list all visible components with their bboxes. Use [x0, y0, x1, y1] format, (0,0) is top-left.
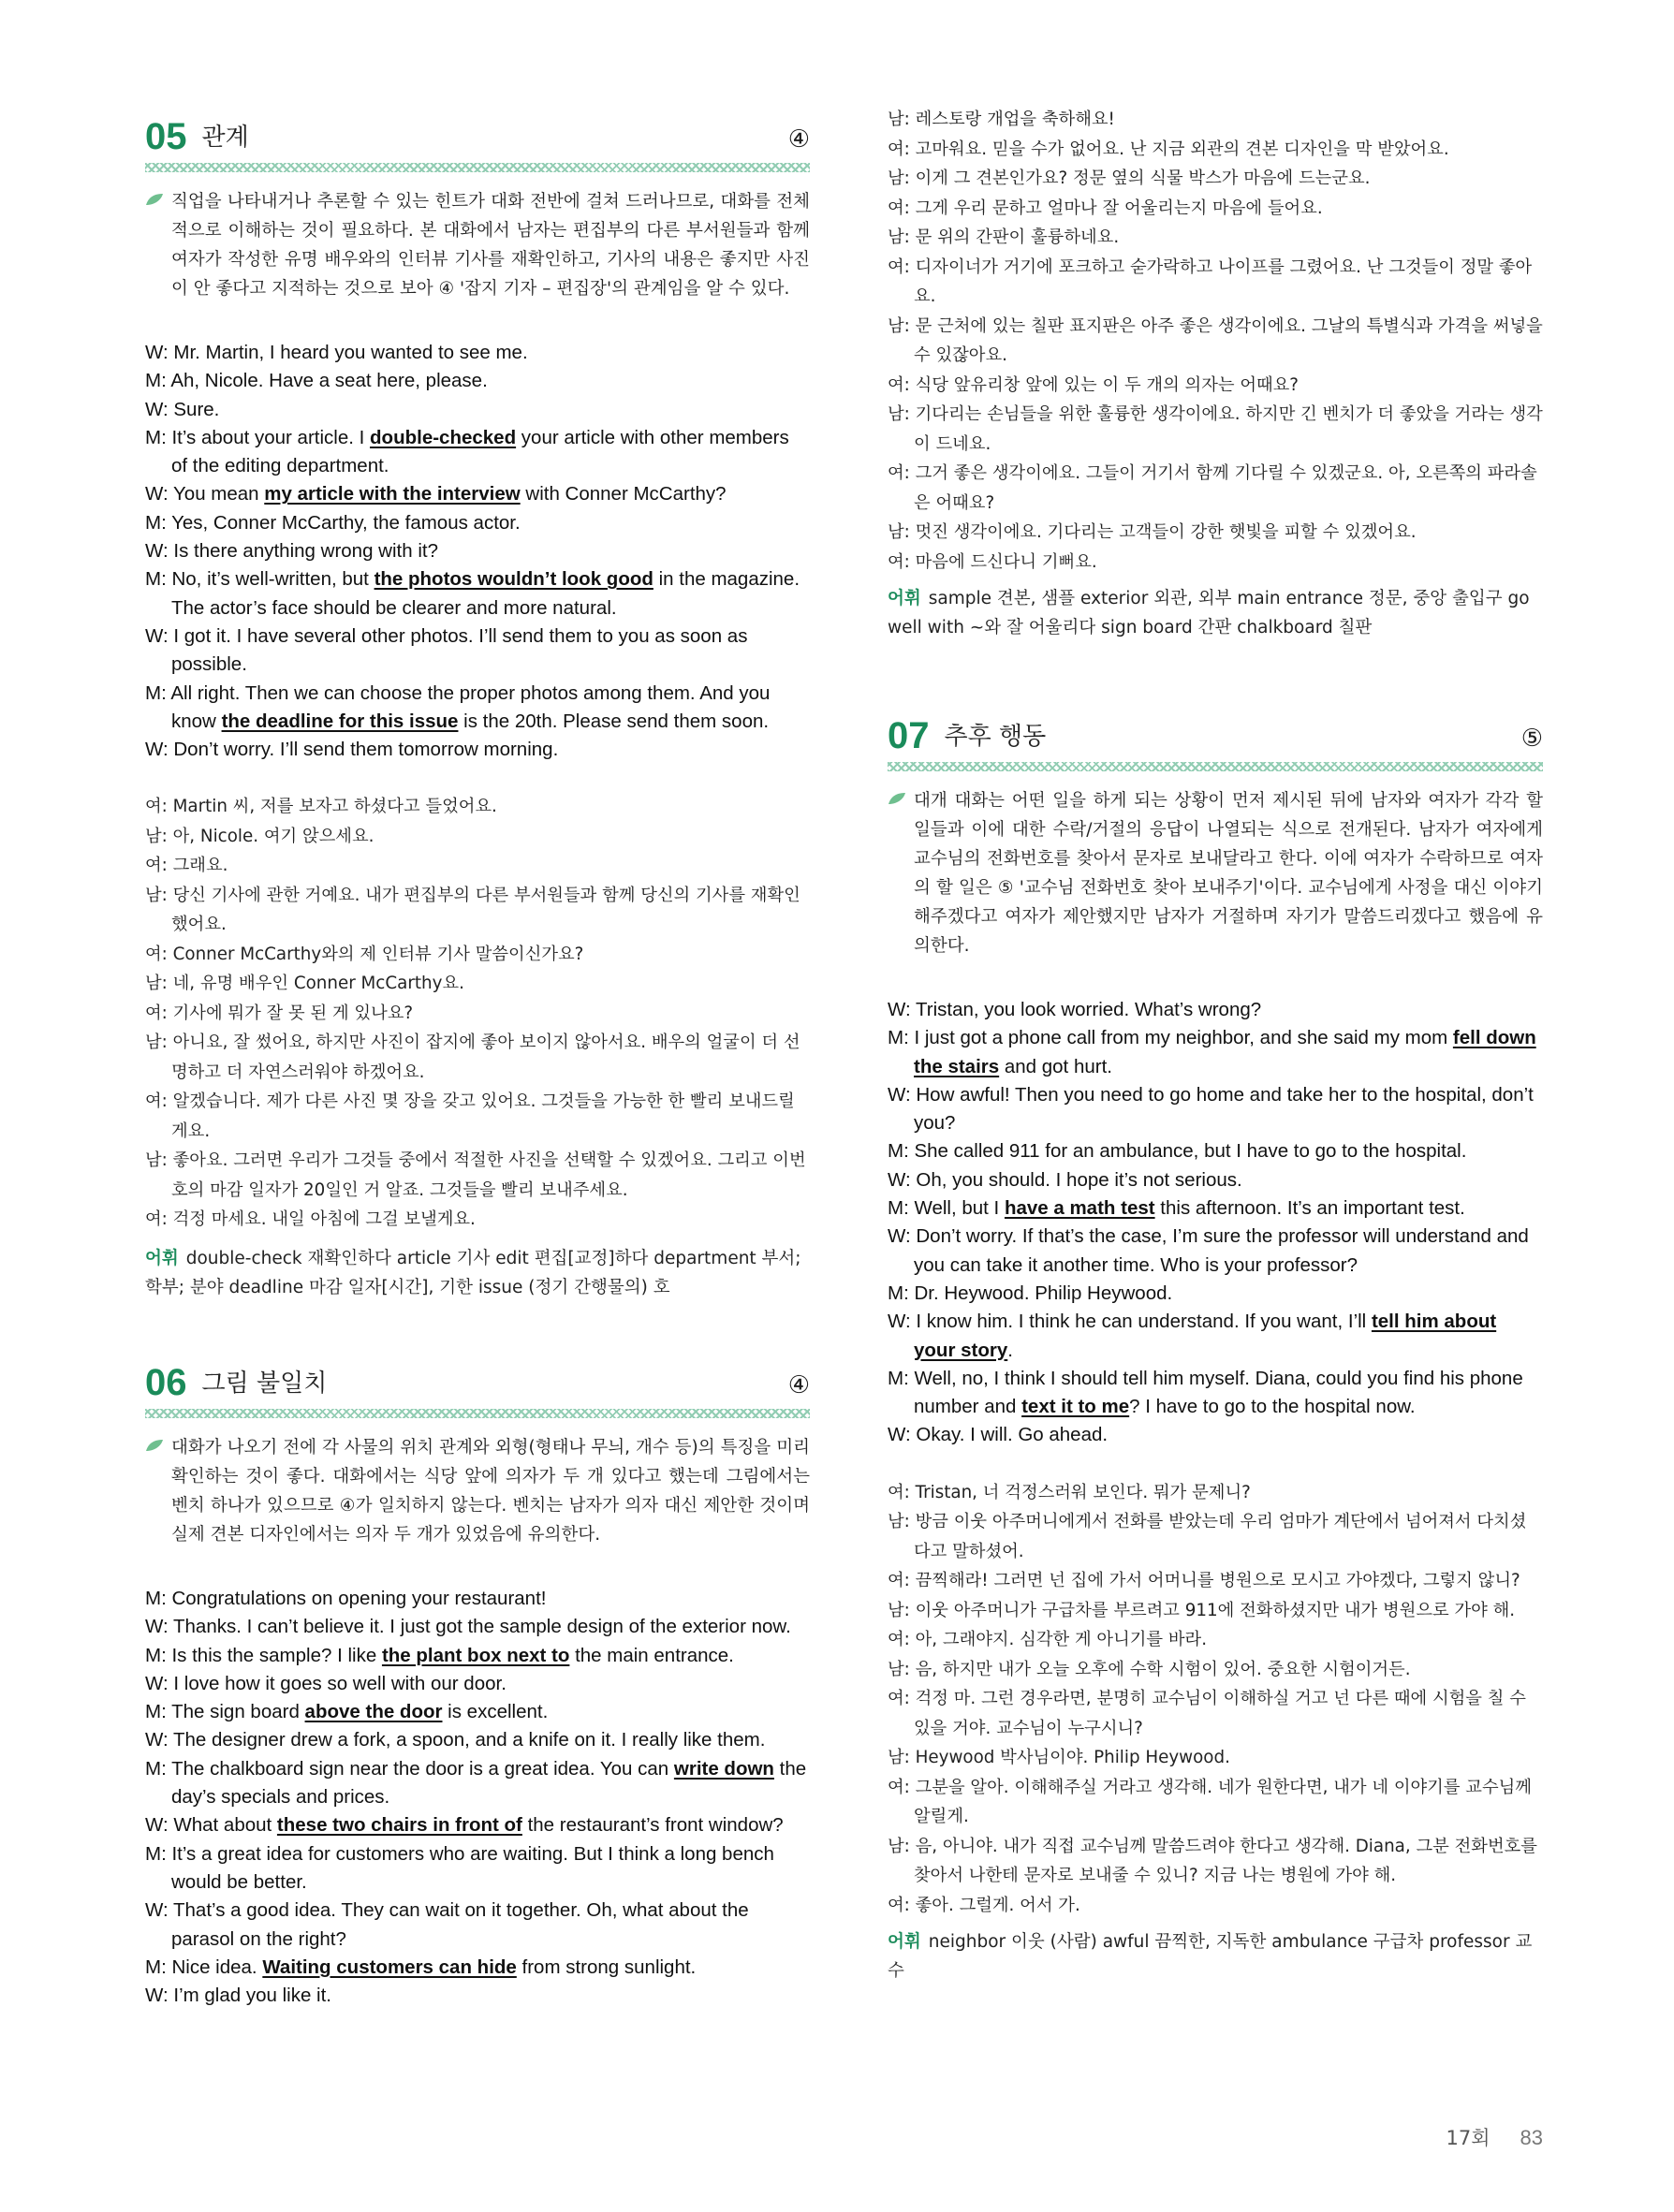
dialog-text: W: How awful! Then you need to go home and take her to the hospital, don’t you? — [888, 1083, 1534, 1135]
dialog-text: W: Don’t worry. If that’s the case, I’m sure the professor will understand and you can take it another time. Who is your professor? — [888, 1225, 1529, 1276]
dialog-line — [145, 367, 810, 395]
dialog-line — [888, 1421, 1543, 1449]
translation-line: 남: 레스토랑 개업을 축하해요! — [888, 110, 1115, 129]
dialog-line — [145, 396, 810, 424]
dialog-text: from strong sunlight. — [516, 1956, 697, 1978]
dialog-line — [145, 480, 810, 508]
dialog-line — [888, 1137, 1543, 1165]
vocab-label: 어휘 — [888, 1932, 921, 1953]
section-number: 05 — [145, 116, 187, 157]
translation-line: 여: 걱정 마세요. 내일 아침에 그걸 보낼게요. — [145, 1209, 476, 1230]
answer-mark: ④ — [787, 1370, 810, 1399]
translation-line: 여: 좋아. 그럴게. 어서 가. — [888, 1895, 1080, 1915]
dialog-text: ? I have to go to the hospital now. — [1129, 1396, 1416, 1418]
dialog-text: M: Well, but I — [888, 1197, 1005, 1220]
key-phrase: these two chairs in front of — [276, 1814, 522, 1837]
vocab-text: sample 견본, 샘플 exterior 외관, 외부 main entrance 정문, 중앙 출입구 go well with ~와 잘 어울리다 sign board 간판 chalkboard 칠판 — [888, 589, 1530, 637]
leaf-icon — [888, 792, 906, 805]
key-phrase: have a math test — [1004, 1197, 1155, 1220]
translation-line: 여: 알겠습니다. 제가 다른 사진 몇 장을 갖고 있어요. 그것들을 가능한 한 빨리 보내드릴게요. — [145, 1091, 795, 1141]
section-06-vocab — [888, 584, 1543, 642]
dialog-text: W: Sure. — [145, 398, 220, 420]
wavy-divider — [145, 1409, 810, 1418]
translation-line: 남: Heywood 박사님이야. Philip Heywood. — [888, 1748, 1230, 1768]
dialog-text: and got hurt. — [999, 1055, 1112, 1077]
translation-line: 남: 기다리는 손님들을 위한 훌륭한 생각이에요. 하지만 긴 벤치가 더 좋았을 거라는 생각이 드네요. — [888, 404, 1543, 454]
dialog-text: this afternoon. It’s an important test. — [1154, 1197, 1465, 1220]
dialog-text: is excellent. — [442, 1701, 549, 1723]
key-phrase: text it to me — [1021, 1396, 1130, 1418]
leaf-icon — [145, 193, 164, 206]
dialog-text: . — [1007, 1339, 1013, 1361]
key-phrase: my article with the interview — [264, 483, 521, 505]
explanation-text: 대개 대화는 어떤 일을 하게 되는 상황이 먼저 제시된 뒤에 남자와 여자가 각각 할 일들과 이에 대한 수락/거절의 응답이 나열되는 식으로 전개된다. 남자가 여자에게 교수님의 전화번호를 찾아서 문자로 보내달라고 한다. 이에 여자가 수락하므로 여자의 할 일은 ⑤ '교수님 전화번호 찾아 보내주기'이다. 교수님에게 사정을 대신 이야기해주겠다고 여자가 제안했지만 남자가 거절하며 자기가 말씀드리겠다고 했음에 유의한다. — [914, 791, 1543, 956]
dialog-line — [145, 736, 810, 764]
key-phrase: above the door — [304, 1701, 443, 1723]
section-title: 관계 — [201, 124, 249, 152]
dialog-line — [888, 1166, 1543, 1194]
translation-line: 여: 그분을 알아. 이해해주실 거라고 생각해. 네가 원한다면, 내가 네 이야기를 교수님께 알릴게. — [888, 1777, 1532, 1827]
dialog-text: W: Okay. I will. Go ahead. — [888, 1424, 1109, 1446]
right-column-bottom — [888, 702, 1543, 1985]
dialog-text: W: Oh, you should. I hope it’s not serious. — [888, 1168, 1242, 1191]
dialog-text: the main entrance. — [569, 1644, 734, 1666]
vocab-label: 어휘 — [145, 1248, 179, 1268]
wavy-divider — [145, 163, 810, 172]
dialog-text: the day’s specials and prices. — [171, 1757, 807, 1809]
explanation-text: 대화가 나오기 전에 각 사물의 위치 관계와 외형(형태나 무늬, 개수 등)의 특징을 미리 확인하는 것이 좋다. 대화에서는 식당 앞에 의자가 두 개 있다고 했는데 그림에서는 벤치 하나가 있으므로 ④가 일치하지 않는다. 벤치는 남자가 의자 대신 제안한 것이며 실제 견본 디자인에서는 의자 두 개가 있었음에 유의한다. — [171, 1437, 810, 1545]
dialog-line — [145, 1982, 810, 2010]
dialog-text: M: Nice idea. — [145, 1956, 263, 1978]
dialog-text: M: No, it’s well-written, but — [145, 568, 374, 591]
translation-line: 남: 방금 이웃 아주머니에게서 전화를 받았는데 우리 엄마가 계단에서 넘어져서 다치셨다고 말하셨어. — [888, 1512, 1527, 1561]
section-number: 07 — [888, 715, 930, 756]
section-07-vocab — [888, 1927, 1543, 1985]
key-phrase: tell him about your story — [914, 1311, 1497, 1361]
section-title: 추후 행동 — [944, 723, 1047, 751]
key-phrase: the plant box next to — [381, 1644, 570, 1666]
translation-line: 남: 문 위의 간판이 훌륭하네요. — [888, 227, 1120, 247]
section-06-header — [145, 1349, 810, 1401]
dialog-line — [145, 1726, 810, 1754]
dialog-line — [145, 1954, 810, 1982]
explanation-text: 직업을 나타내거나 추론할 수 있는 힌트가 대화 전반에 걸쳐 드러나므로, 대화를 전체적으로 이해하는 것이 필요하다. 본 대화에서 남자는 편집부의 다른 부서원들과 함께 여자가 작성한 유명 배우와의 인터뷰 기사를 재확인하고, 기사의 내용은 좋지만 사진이 안 좋다고 지적하는 것으로 보아 ④ '잡지 기자 – 편집장'의 관계임을 알 수 있다. — [171, 192, 810, 299]
key-phrase: fell down the stairs — [914, 1027, 1536, 1077]
dialog-line — [145, 339, 810, 367]
key-phrase: Waiting customers can hide — [262, 1956, 517, 1978]
section-05-header — [145, 103, 810, 155]
answer-mark: ④ — [787, 125, 810, 154]
dialog-text: M: It’s about your article. I — [145, 426, 371, 448]
leaf-icon — [145, 1439, 164, 1452]
section-06-explanation — [145, 1433, 810, 1549]
dialog-text: M: The chalkboard sign near the door is a great idea. You can — [145, 1757, 674, 1780]
key-phrase: write down — [673, 1757, 774, 1780]
wavy-divider — [888, 762, 1543, 771]
dialog-line — [145, 1840, 810, 1897]
key-phrase: the deadline for this issue — [221, 710, 459, 732]
translation-line: 여: 디자이너가 거기에 포크하고 숟가락하고 나이프를 그렸어요. 난 그것들이 정말 좋아요. — [888, 256, 1533, 306]
right-column-top — [888, 105, 1543, 642]
dialog-text: W: Tristan, you look worried. What’s wrong? — [888, 999, 1262, 1020]
dialog-line — [145, 509, 810, 537]
vocab-text: double-check 재확인하다 article 기사 edit 편집[교정]하다 department 부서; 학부; 분야 deadline 마감 일자[시간], 기한 issue (정기 간행물의) 호 — [145, 1248, 801, 1297]
translation-line: 여: Conner McCarthy와의 제 인터뷰 기사 말씀이신가요? — [145, 944, 584, 964]
key-phrase: the photos wouldn’t look good — [374, 568, 653, 591]
dialog-text: W: You mean — [145, 483, 265, 505]
translation-line: 여: 그거 좋은 생각이에요. 그들이 거기서 함께 기다릴 수 있겠군요. 아, 오른쪽의 파라솔은 어때요? — [888, 463, 1537, 513]
dialog-text: M: Congratulations on opening your restaurant! — [145, 1587, 547, 1609]
translation-line: 여: 아, 그래야지. 심각한 게 아니기를 바라. — [888, 1630, 1208, 1650]
dialog-text: W: I love how it goes so well with our door. — [145, 1672, 507, 1694]
dialog-text: W: I got it. I have several other photos. I’ll send them to you as soon as possible. — [145, 624, 748, 676]
section-07-dialog-en — [888, 996, 1543, 1450]
dialog-text: M: All right. Then we can choose the proper photos among them. And you know — [145, 681, 771, 732]
translation-line: 여: 그래요. — [145, 856, 228, 876]
translation-line: 여: 걱정 마. 그런 경우라면, 분명히 교수님이 이해하실 거고 넌 다른 때에 시험을 칠 수 있을 거야. 교수님이 누구시니? — [888, 1689, 1526, 1738]
dialog-text: W: Is there anything wrong with it? — [145, 540, 438, 563]
dialog-line — [888, 1024, 1543, 1081]
dialog-line — [145, 1585, 810, 1613]
dialog-text: W: The designer drew a fork, a spoon, and a knife on it. I really like them. — [145, 1729, 766, 1751]
dialog-line — [145, 1670, 810, 1698]
translation-line: 남: 좋아요. 그러면 우리가 그것들 중에서 적절한 사진을 선택할 수 있겠어요. 그리고 이번 호의 마감 일자가 20일인 거 알죠. 그것들을 빨리 보내주세요. — [145, 1150, 806, 1200]
translation-line: 남: 이웃 아주머니가 구급차를 부르려고 911에 전화하셨지만 내가 병원으로 가야 해. — [888, 1600, 1516, 1620]
translation-line: 남: 문 근처에 있는 칠판 표지판은 아주 좋은 생각이에요. 그날의 특별식과 가격을 써넣을 수 있잖아요. — [888, 315, 1543, 365]
translation-line: 여: Tristan, 너 걱정스러워 보인다. 뭐가 문제니? — [888, 1482, 1251, 1502]
section-05-explanation — [145, 187, 810, 303]
dialog-text: M: I just got a phone call from my neighbor, and she said my mom — [888, 1027, 1453, 1049]
vocab-text: neighbor 이웃 (사람) awful 끔찍한, 지독한 ambulance 구급차 professor 교수 — [888, 1932, 1533, 1982]
translation-line: 여: 기사에 뭐가 잘 못 된 게 있나요? — [145, 1003, 414, 1023]
section-title: 그림 불일치 — [201, 1369, 328, 1398]
dialog-line — [145, 1897, 810, 1954]
dialog-text: M: Dr. Heywood. Philip Heywood. — [888, 1282, 1173, 1304]
dialog-text: W: I know him. I think he can understand. If you want, I’ll — [888, 1311, 1372, 1333]
dialog-text: M: The sign board — [145, 1701, 305, 1723]
translation-line: 여: 끔찍해라! 그러면 넌 집에 가서 어머니를 병원으로 모시고 가야겠다, 그렇지 않니? — [888, 1571, 1520, 1591]
session-label: 17회 — [1446, 2127, 1490, 2149]
dialog-line — [888, 1081, 1543, 1138]
dialog-text: with Conner McCarthy? — [520, 483, 727, 505]
dialog-text: the restaurant’s front window? — [521, 1814, 784, 1837]
dialog-line — [145, 1811, 810, 1839]
dialog-text: W: That’s a good idea. They can wait on it together. Oh, what about the parasol on the right? — [145, 1899, 749, 1950]
dialog-text: M: She called 911 for an ambulance, but I have to go to the hospital. — [888, 1140, 1467, 1163]
section-07-dialog-kr — [888, 1478, 1543, 1921]
dialog-text: is the 20th. Please send them soon. — [458, 710, 770, 732]
section-05-dialog-en — [145, 339, 810, 764]
dialog-text: M: Well, no, I think I should tell him myself. Diana, could you find his phone number and — [888, 1367, 1523, 1418]
dialog-line — [888, 1194, 1543, 1223]
dialog-line — [145, 1642, 810, 1670]
dialog-text: M: Yes, Conner McCarthy, the famous actor. — [145, 511, 521, 534]
translation-line: 남: 네, 유명 배우인 Conner McCarthy요. — [145, 974, 464, 994]
translation-line: 남: 음, 아니야. 내가 직접 교수님께 말씀드려야 한다고 생각해. Diana, 그분 전화번호를 찾아서 나한테 문자로 보내줄 수 있니? 지금 나는 병원에 가야 해. — [888, 1836, 1537, 1886]
section-06-dialog-en — [145, 1585, 810, 2010]
translation-line: 남: 이게 그 견본인가요? 정문 옆의 식물 박스가 마음에 드는군요. — [888, 168, 1371, 188]
dialog-text: M: Is this the sample? I like — [145, 1644, 382, 1666]
dialog-line — [145, 680, 810, 737]
dialog-text: your article with other members of the editing department. — [171, 426, 789, 477]
translation-line: 남: 당신 기사에 관한 거예요. 내가 편집부의 다른 부서원들과 함께 당신의 기사를 재확인했어요. — [145, 885, 800, 935]
dialog-line — [145, 1698, 810, 1726]
dialog-line — [888, 1280, 1543, 1308]
dialog-line — [145, 623, 810, 680]
dialog-text: M: It’s a great idea for customers who are waiting. But I think a long bench would be better. — [145, 1842, 774, 1893]
translation-line: 여: Martin 씨, 저를 보자고 하셨다고 들었어요. — [145, 797, 497, 817]
dialog-text: M: Ah, Nicole. Have a seat here, please. — [145, 370, 488, 392]
dialog-line — [888, 996, 1543, 1024]
page-number: 83 — [1520, 2126, 1543, 2149]
dialog-line — [888, 1308, 1543, 1365]
dialog-text: W: What about — [145, 1814, 277, 1837]
translation-line: 여: 고마워요. 믿을 수가 없어요. 난 지금 외관의 견본 디자인을 막 받았어요. — [888, 139, 1449, 159]
dialog-line — [145, 537, 810, 565]
dialog-text: W: Don’t worry. I’ll send them tomorrow morning. — [145, 739, 559, 761]
dialog-line — [888, 1223, 1543, 1280]
vocab-label: 어휘 — [888, 589, 921, 608]
translation-line: 남: 음, 하지만 내가 오늘 오후에 수학 시험이 있어. 중요한 시험이거든. — [888, 1659, 1411, 1679]
section-07-header — [888, 702, 1543, 754]
translation-line: 남: 아니요, 잘 썼어요, 하지만 사진이 잡지에 좋아 보이지 않아서요. 배우의 얼굴이 더 선명하고 더 자연스러워야 하겠어요. — [145, 1033, 800, 1082]
section-number: 06 — [145, 1361, 187, 1403]
answer-mark: ⑤ — [1520, 725, 1543, 753]
page-footer — [1446, 2123, 1544, 2151]
section-07-explanation — [888, 786, 1543, 960]
section-05-dialog-kr — [145, 792, 810, 1235]
translation-line: 여: 그게 우리 문하고 얼마나 잘 어울리는지 마음에 들어요. — [888, 198, 1323, 218]
dialog-line — [888, 1365, 1543, 1422]
dialog-text: W: Mr. Martin, I heard you wanted to see me. — [145, 342, 528, 363]
translation-line: 남: 멋진 생각이에요. 기다리는 고객들이 강한 햇빛을 피할 수 있겠어요. — [888, 522, 1417, 542]
translation-line: 여: 마음에 드신다니 기뻐요. — [888, 551, 1097, 572]
translation-line: 여: 식당 앞유리창 앞에 있는 이 두 개의 의자는 어때요? — [888, 374, 1300, 395]
dialog-line — [145, 1755, 810, 1812]
dialog-line — [145, 565, 810, 623]
dialog-line — [145, 424, 810, 481]
translation-line: 남: 아, Nicole. 여기 앉으세요. — [145, 826, 374, 846]
section-06-dialog-kr — [888, 105, 1543, 577]
dialog-text: W: Thanks. I can’t believe it. I just got the sample design of the exterior now. — [145, 1616, 791, 1638]
left-column — [145, 103, 810, 2010]
dialog-text: W: I’m glad you like it. — [145, 1985, 331, 2007]
key-phrase: double-checked — [370, 426, 517, 448]
section-05-vocab — [145, 1244, 810, 1302]
dialog-text: in the magazine. The actor’s face should be clearer and more natural. — [171, 568, 800, 619]
dialog-line — [145, 1613, 810, 1641]
